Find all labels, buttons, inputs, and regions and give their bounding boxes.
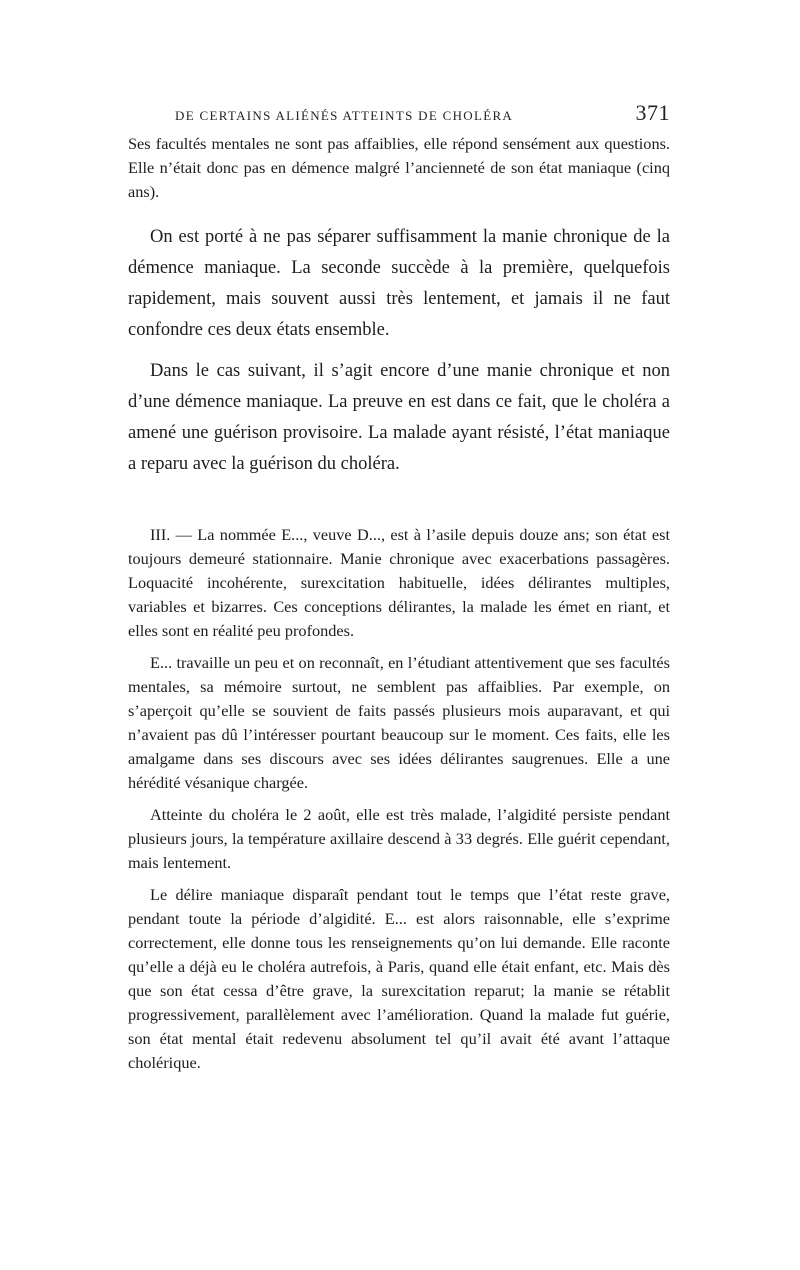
paragraph-1: Ses facultés mentales ne sont pas affaiblies, elle répond sensément aux questions. Elle n’était donc pas en démence malgré l’ancienneté de son état maniaque (cinq ans).: [128, 134, 670, 201]
paragraph-3: Dans le cas suivant, il s’agit encore d’une manie chronique et non d’une démence maniaque. La preuve en est dans ce fait, que le choléra a amené une guérison provisoire. La malade ayant résisté, l’état maniaque a reparu avec la guérison du choléra.: [128, 361, 670, 474]
case-observation-block: [128, 523, 670, 1075]
paragraph-6: Atteinte du choléra le 2 août, elle est très malade, l’algidité persiste pendant plusieurs jours, la température axillaire descend à 33 degrés. Elle guérit cependant, mais lentement.: [128, 805, 670, 872]
paragraph-5: E... travaille un peu et on reconnaît, en l’étudiant attentivement que ses facultés mentales, sa mémoire surtout, ne semblent pas affaiblies. Par exemple, on s’aperçoit qu’elle se souvient de faits passés plusieurs mois auparavant, et qui n’avaient pas dû l’intéresser pourtant beaucoup sur le moment. Ces faits, elle les amalgame dans ses discours avec ses idées délirantes saugrenues. Elle a une hérédité vésanique chargée.: [128, 653, 670, 792]
text-block-commentary: [128, 222, 670, 480]
running-header: [175, 100, 670, 130]
running-title: DE CERTAINS ALIÉNÉS ATTEINTS DE CHOLÉRA: [175, 108, 514, 123]
page-number: 371: [635, 100, 670, 125]
paragraph-7: Le délire maniaque disparaît pendant tout le temps que l’état reste grave, pendant toute la période d’algidité. E... est alors raisonnable, elle s’exprime correctement, elle donne tous les renseignements qu’on lui demande. Elle raconte qu’elle a déjà eu le choléra autrefois, à Paris, quand elle était enfant, etc. Mais dès que son état cessa d’être grave, la surexcitation reparut; la manie se rétablit progressivement, parallèlement avec l’amélioration. Quand la malade fut guérie, son état mental était redevenu absolument tel qu’il avait été avant l’attaque cholérique.: [128, 885, 670, 1072]
paragraph-2: On est porté à ne pas séparer suffisamment la manie chronique de la démence maniaque. La seconde succède à la première, quelquefois rapidement, mais souvent aussi très lentement, et jamais il ne faut confondre ces deux états ensemble.: [128, 227, 670, 340]
paragraph-4: III. — La nommée E..., veuve D..., est à l’asile depuis douze ans; son état est toujours demeuré stationnaire. Manie chronique avec exacerbations passagères. Loquacité incohérente, surexcitation habituelle, idées délirantes multiples, variables et bizarres. Ces conceptions délirantes, la malade les émet en riant, et elles sont en réalité peu profondes.: [128, 525, 670, 640]
text-block-intro: [128, 132, 670, 204]
